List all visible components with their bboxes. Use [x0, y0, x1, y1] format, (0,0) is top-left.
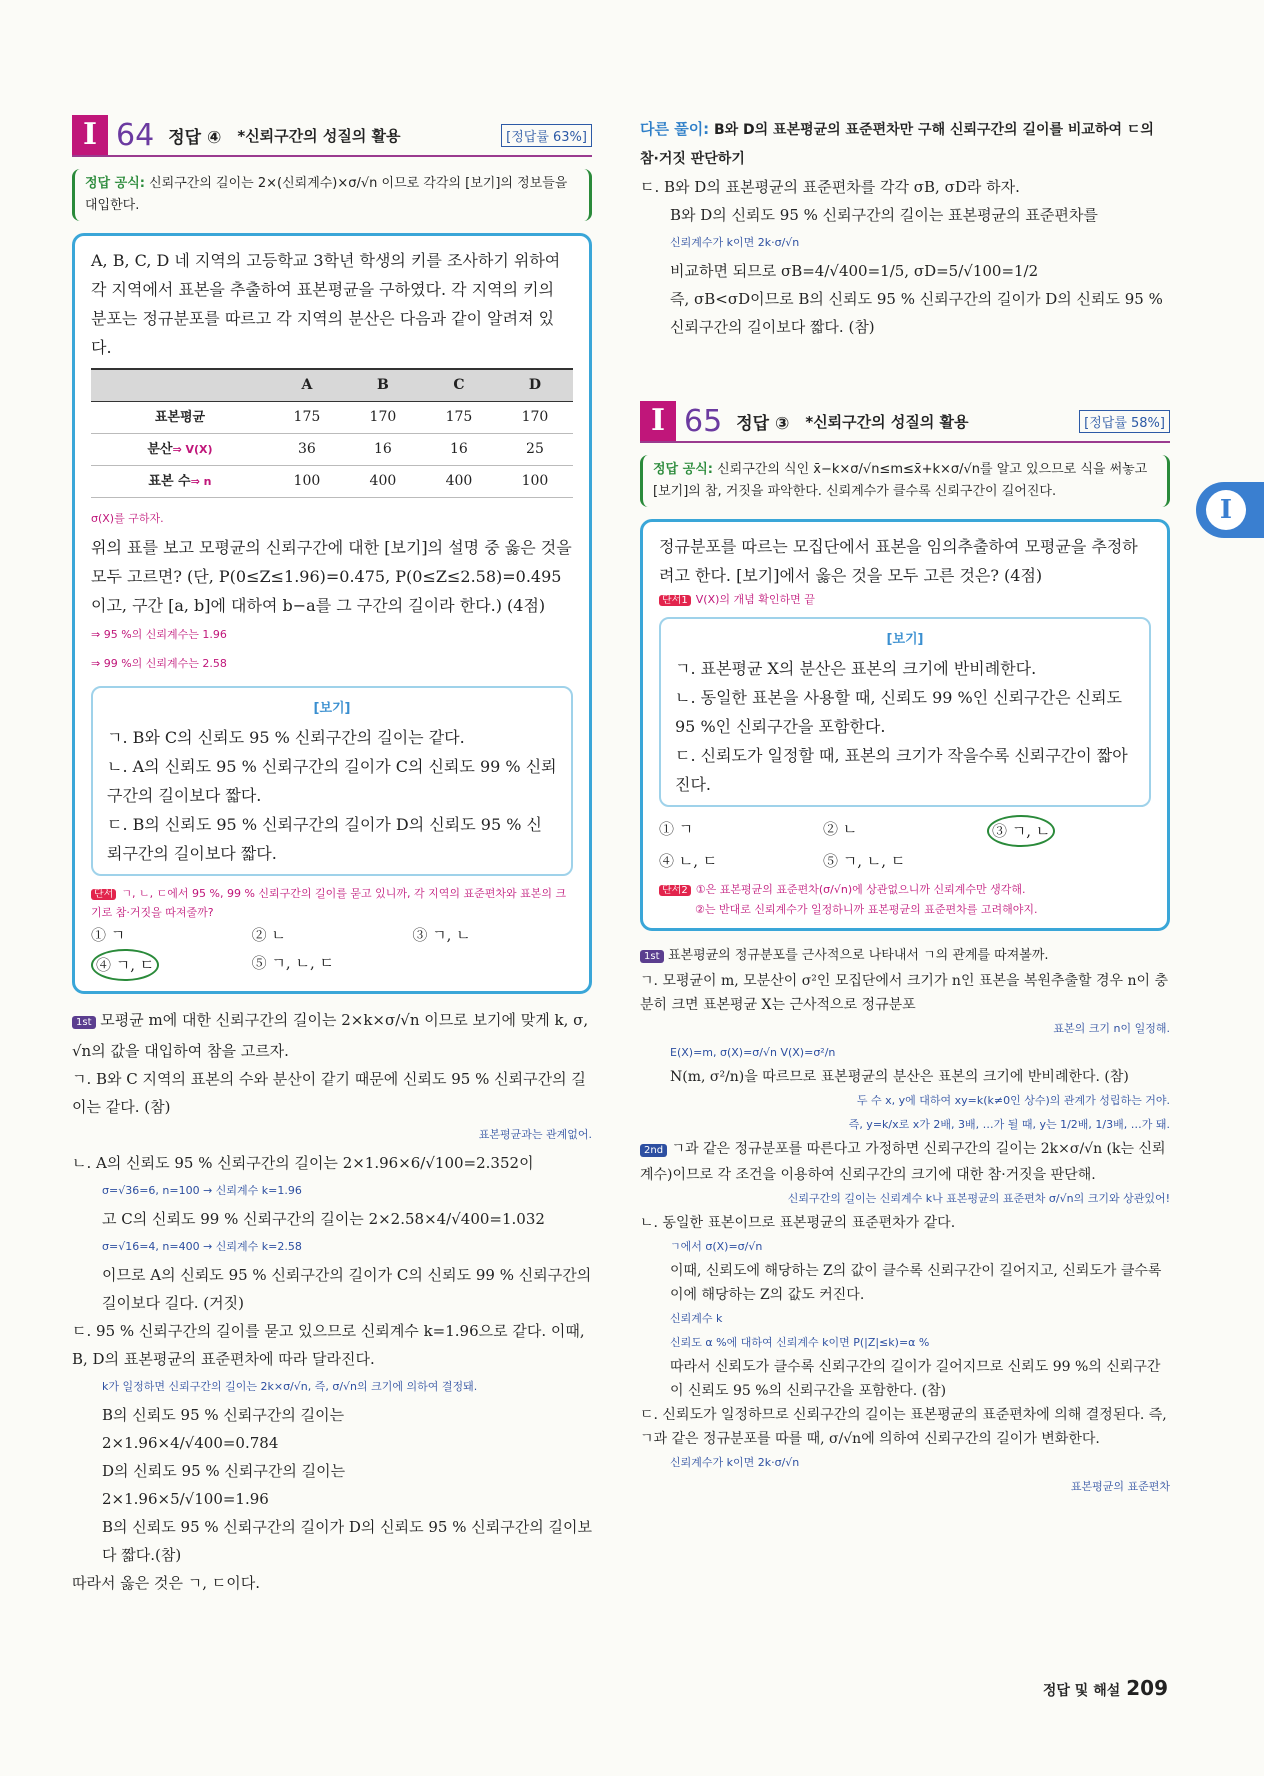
table-cell: 175: [269, 402, 345, 434]
table-header: C: [421, 369, 497, 402]
table-row: [91, 434, 573, 466]
bogi-item: ㄷ. 신뢰도가 일정할 때, 표본의 크기가 작을수록 신뢰구간이 짧아진다.: [675, 746, 1128, 794]
selected-choice-mark: ③ ㄱ, ㄴ: [987, 815, 1055, 847]
q65-formula-text: 신뢰구간의 식인 x̄−k×σ/√n≤m≤x̄+k×σ/√n를 알고 있으므로 식을 써놓고 [보기]의 참, 거짓을 파악한다. 신뢰계수가 클수록 신뢰구간이 길어진다.: [653, 462, 1148, 499]
q65-number: 65: [684, 403, 723, 439]
note-n: ⇒ n: [190, 475, 212, 488]
table-cell: [91, 466, 269, 498]
sol-mid-note: 신뢰구간의 길이는 신뢰계수 k나 표본평균의 표준편차 σ/√n의 크기와 상관있어!: [787, 1192, 1170, 1205]
q65-formula: [640, 455, 1170, 507]
q64-question: A, B, C, D 네 지역의 고등학교 3학년 학생의 키를 조사하기 위하여 각 지역에서 표본을 추출하여 표본평균을 구하였다. 각 지역의 키의 분포는 정규분포를 따르고 각 지역의 분산은 다음과 같이 알려져 있다.: [91, 251, 561, 357]
question-64: [72, 115, 592, 1597]
alt-l4: 즉, σB<σD이므로 B의 신뢰도 95 % 신뢰구간의 길이가 D의 신뢰도 95 % 신뢰구간의 길이보다 짧다. (참): [670, 290, 1163, 336]
page-footer: [1043, 1676, 1168, 1700]
q65-bogi-box: [659, 617, 1151, 807]
sol-b2-note: 신뢰계수 k: [670, 1312, 723, 1325]
sol-intro: [72, 1006, 592, 1065]
q64-formula: [72, 169, 592, 221]
note-sigma: σ(X)를 구하자.: [91, 512, 164, 525]
danseo2-a: ①은 표본평균의 표준편차(σ/√n)에 상관없으니까 신뢰계수만 생각해.: [695, 883, 1026, 896]
table-cell: 16: [421, 434, 497, 466]
bogi-item: ㄴ. A의 신뢰도 95 % 신뢰구간의 길이가 C의 신뢰도 99 % 신뢰구간의 길이보다 짧다.: [107, 757, 557, 805]
bogi-title: [보기]: [886, 632, 924, 647]
sol-a3-note: 두 수 x, y에 대하여 xy=k(k≠0인 상수)의 관계가 성립하는 거야.: [856, 1094, 1170, 1107]
choice-selected[interactable]: [987, 815, 1151, 847]
sol-a-note: 표본평균과는 관계없어.: [478, 1128, 592, 1141]
bogi-item: ㄷ. B의 신뢰도 95 % 신뢰구간의 길이가 D의 신뢰도 95 % 신뢰구간의 길이보다 짧다.: [107, 815, 542, 863]
sol-b1: ㄴ. 동일한 표본이므로 표본평균의 표준편차가 같다.: [640, 1215, 956, 1231]
alt-title: [640, 115, 1170, 173]
q64-rate: [정답률 63%]: [501, 124, 592, 147]
q65-topic: *신뢰구간의 성질의 활용: [805, 412, 969, 431]
choice[interactable]: ② ㄴ: [823, 820, 858, 838]
sol-b3-note: 신뢰도 α %에 대하여 신뢰계수 k이면 P(|Z|≤k)=α %: [670, 1336, 930, 1349]
table-cell: 175: [421, 402, 497, 434]
choice[interactable]: ② ㄴ: [251, 926, 286, 944]
alt-l1: ㄷ. B와 D의 표본평균의 표준편차를 각각 σB, σD라 하자.: [640, 178, 1020, 196]
q65-rate: [정답률 58%]: [1079, 410, 1170, 433]
alt-title-text: B와 D의 표본평균의 표준편차만 구해 신뢰구간의 길이를 비교하여 ㄷ의 참·거짓 판단하기: [640, 122, 1154, 167]
q64-formula-text: 신뢰구간의 길이는 2×(신뢰계수)×σ/√n 이므로 각각의 [보기]의 정보들을 대입한다.: [85, 176, 568, 213]
choice[interactable]: ④ ㄴ, ㄷ: [659, 852, 718, 870]
bogi-item: ㄱ. 표본평균 X의 분산은 표본의 크기에 반비례한다.: [675, 659, 1037, 678]
sol-c4: D의 신뢰도 95 % 신뢰구간의 길이는: [102, 1462, 346, 1480]
q64-formula-label: 정답 공식:: [85, 176, 145, 191]
table-header-row: [91, 369, 573, 402]
choice[interactable]: ③ ㄱ, ㄴ: [412, 926, 471, 944]
sol-mid-text: ㄱ과 같은 정규분포를 따른다고 가정하면 신뢰구간의 길이는 2k×σ/√n (k는 신뢰계수)이므로 각 조건을 이용하여 신뢰구간의 크기에 대한 참·거짓을 판단해.: [640, 1141, 1166, 1183]
q65-answer: 정답 ③: [736, 413, 790, 434]
choice[interactable]: ① ㄱ: [659, 820, 694, 838]
sol-a1: ㄱ. 모평균이 m, 모분산이 σ²인 모집단에서 크기가 n인 표본을 복원추출할 경우 n이 충분히 크면 표본평균 X는 근사적으로 정규분포: [640, 973, 1169, 1013]
sol-c6: B의 신뢰도 95 % 신뢰구간의 길이가 D의 신뢰도 95 % 신뢰구간의 길이보다 짧다.(참): [102, 1518, 592, 1564]
sol-b3: 이므로 A의 신뢰도 95 % 신뢰구간의 길이가 C의 신뢰도 99 % 신뢰구간의 길이보다 길다. (거짓): [102, 1266, 592, 1312]
bogi-item: ㄴ. 동일한 표본을 사용할 때, 신뢰도 99 %인 신뢰구간은 신뢰도 95 %인 신뢰구간을 포함한다.: [675, 688, 1122, 736]
q65-roman: I: [640, 401, 676, 441]
selected-choice-mark: ④ ㄱ, ㄷ: [91, 949, 159, 981]
q65-danseo2: [659, 879, 1151, 918]
table-row: [91, 402, 573, 434]
sol-c1: ㄷ. 95 % 신뢰구간의 길이를 묻고 있으므로 신뢰계수 k=1.96으로 같다. 이때, B, D의 표본평균의 표준편차에 따라 달라진다.: [72, 1322, 585, 1368]
sol-c2-note: 표본평균의 표준편차: [1070, 1480, 1170, 1493]
alt-title-label: 다른 풀이:: [640, 120, 710, 138]
danseo-badge: 단서: [91, 889, 116, 900]
q64-bogi-box: [91, 686, 573, 876]
chapter-side-tab: [1196, 482, 1264, 538]
sol-b1: ㄴ. A의 신뢰도 95 % 신뢰구간의 길이는 2×1.96×6/√100=2.352이: [72, 1154, 534, 1172]
q65-question: 정규분포를 따르는 모집단에서 표본을 임의추출하여 모평균을 추정하려고 한다. [보기]에서 옳은 것을 모두 고른 것은? (4점): [659, 537, 1138, 585]
sol-b1-note: σ=√36=6, n=100 → 신뢰계수 k=1.96: [102, 1184, 302, 1197]
q65-formula-label: 정답 공식:: [653, 462, 713, 477]
table-cell: 25: [497, 434, 573, 466]
danseo1-text: V(X)의 개념 확인하면 끝: [695, 593, 815, 606]
sol-c2: B의 신뢰도 95 % 신뢰구간의 길이는: [102, 1406, 345, 1424]
sol-c1-note: k가 일정하면 신뢰구간의 길이는 2k×σ/√n, 즉, σ/√n의 크기에 의하여 결정돼.: [102, 1380, 478, 1393]
danseo-text: ㄱ, ㄴ, ㄷ에서 95 %, 99 % 신뢰구간의 길이를 묻고 있니까, 각 지역의 표준편차와 표본의 크기로 참·거짓을 따져줄까?: [91, 887, 567, 919]
sol-b4: 따라서 신뢰도가 클수록 신뢰구간의 길이가 길어지므로 신뢰도 99 %의 신뢰구간이 신뢰도 95 %의 신뢰구간을 포함한다. (참): [670, 1359, 1161, 1399]
table-cell: 100: [269, 466, 345, 498]
q64-question-box: [72, 233, 592, 994]
q64-danseo: [91, 884, 573, 921]
alt-solution: [640, 115, 1170, 341]
table-cell: 170: [497, 402, 573, 434]
table-cell: [91, 434, 269, 466]
sol-c3: 2×1.96×4/√400=0.784: [102, 1434, 279, 1452]
sol-end: 따라서 옳은 것은 ㄱ, ㄷ이다.: [72, 1574, 260, 1592]
tag-1st: 1st: [640, 950, 664, 963]
table-cell: 36: [269, 434, 345, 466]
sol-intro: [640, 943, 1170, 969]
row-label: 분산: [147, 442, 173, 457]
row-label: 표본 수: [148, 474, 191, 489]
sol-intro-text: 모평균 m에 대한 신뢰구간의 길이는 2×k×σ/√n 이므로 보기에 맞게 k, σ, √n의 값을 대입하여 참을 고르자.: [72, 1011, 589, 1060]
choice-selected[interactable]: [91, 949, 252, 981]
note-196: ⇒ 95 %의 신뢰계수는 1.96: [91, 628, 227, 641]
table-header: [91, 369, 269, 402]
alt-l2: B와 D의 신뢰도 95 % 신뢰구간의 길이는 표본평균의 표준편차를: [670, 206, 1098, 224]
sol-c1: ㄷ. 신뢰도가 일정하므로 신뢰구간의 길이는 표본평균의 표준편차에 의해 결정된다. 즉, ㄱ과 같은 정규분포를 따를 때, σ/√n에 의하여 신뢰구간의 길이가 변화한다.: [640, 1407, 1167, 1447]
q65-choices: [659, 815, 1151, 875]
q64-roman: I: [72, 115, 108, 155]
tag-1st: 1st: [72, 1016, 96, 1029]
sol-b2: 고 C의 신뢰도 99 % 신뢰구간의 길이는 2×2.58×4/√400=1.032: [102, 1210, 545, 1228]
right-column: [640, 115, 1170, 1499]
table-cell: 표본평균: [91, 402, 269, 434]
danseo1-badge: 단서1: [659, 595, 691, 606]
bogi-title: [보기]: [313, 701, 351, 716]
table-header: B: [345, 369, 421, 402]
sol-c5: 2×1.96×5/√100=1.96: [102, 1490, 269, 1508]
table-cell: 400: [345, 466, 421, 498]
q65-danseo1: [659, 590, 1151, 609]
q65-solution: [640, 943, 1170, 1499]
table-cell: 100: [497, 466, 573, 498]
sol-c1-note: 신뢰계수가 k이면 2k·σ/√n: [670, 1456, 800, 1469]
choice[interactable]: ⑤ ㄱ, ㄴ, ㄷ: [251, 954, 334, 972]
sol-a1-note: 표본의 크기 n이 일정해.: [1053, 1022, 1170, 1035]
q64-number: 64: [116, 117, 155, 153]
choice[interactable]: ① ㄱ: [91, 926, 126, 944]
danseo2-badge: 단서2: [659, 885, 691, 896]
choice[interactable]: ⑤ ㄱ, ㄴ, ㄷ: [823, 852, 906, 870]
q65-question-box: [640, 519, 1170, 931]
sol-mid: [640, 1137, 1170, 1187]
sol-a2-note: E(X)=m, σ(X)=σ/√n V(X)=σ²/n: [670, 1046, 836, 1059]
sol-b1-note: ㄱ에서 σ(X)=σ/√n: [670, 1240, 763, 1253]
sol-a2: N(m, σ²/n)을 따르므로 표본평균의 분산은 표본의 크기에 반비례한다. (참): [670, 1069, 1129, 1085]
bogi-item: ㄱ. B와 C의 신뢰도 95 % 신뢰구간의 길이는 같다.: [107, 728, 465, 747]
note-variance: ⇒ V(X): [172, 443, 213, 456]
q64-table: [91, 368, 573, 498]
q64-topic: *신뢰구간의 성질의 활용: [237, 126, 401, 145]
q65-header: [640, 401, 1170, 443]
table-row: [91, 466, 573, 498]
sol-a: ㄱ. B와 C 지역의 표본의 수와 분산이 같기 때문에 신뢰도 95 % 신뢰구간의 길이는 같다. (참): [72, 1070, 586, 1116]
table-cell: 170: [345, 402, 421, 434]
q64-header: [72, 115, 592, 157]
sol-a4-note: 즉, y=k/x로 x가 2배, 3배, …가 될 때, y는 1/2배, 1/3배, …가 돼.: [848, 1118, 1170, 1131]
sol-intro-text: 표본평균의 정규분포를 근사적으로 나타내서 ㄱ의 관계를 따져볼까.: [667, 948, 1049, 963]
table-header: A: [269, 369, 345, 402]
sol-b2-note: σ=√16=4, n=400 → 신뢰계수 k=2.58: [102, 1240, 302, 1253]
q64-choices: [91, 921, 573, 981]
danseo2-b: ②는 반대로 신뢰계수가 일정하니까 표본평균의 표준편차를 고려해야지.: [695, 903, 1038, 916]
page-number: 209: [1126, 1676, 1168, 1700]
q64-solution: [72, 1006, 592, 1597]
note-258: ⇒ 99 %의 신뢰계수는 2.58: [91, 657, 227, 670]
chapter-tab-label: I: [1206, 490, 1246, 530]
alt-l2-note: 신뢰계수가 k이면 2k·σ/√n: [670, 236, 800, 249]
sol-b2: 이때, 신뢰도에 해당하는 Z의 값이 클수록 신뢰구간이 길어지고, 신뢰도가 클수록 이에 해당하는 Z의 값도 커진다.: [670, 1263, 1162, 1303]
question-65: [640, 401, 1170, 1499]
table-cell: 400: [421, 466, 497, 498]
table-cell: 16: [345, 434, 421, 466]
tag-2nd: 2nd: [640, 1144, 667, 1157]
table-header: D: [497, 369, 573, 402]
alt-l3: 비교하면 되므로 σB=4/√400=1/5, σD=5/√100=1/2: [670, 262, 1039, 280]
footer-label: 정답 및 해설: [1042, 1683, 1121, 1699]
q64-answer: 정답 ④: [168, 127, 222, 148]
q64-question2: 위의 표를 보고 모평균의 신뢰구간에 대한 [보기]의 설명 중 옳은 것을 모두 고르면? (단, P(0≤Z≤1.96)=0.475, P(0≤Z≤2.58)=0.495이고, 구간 [a, b]에 대하여 b−a를 그 구간의 길이라 한다.) (4점): [91, 538, 572, 615]
